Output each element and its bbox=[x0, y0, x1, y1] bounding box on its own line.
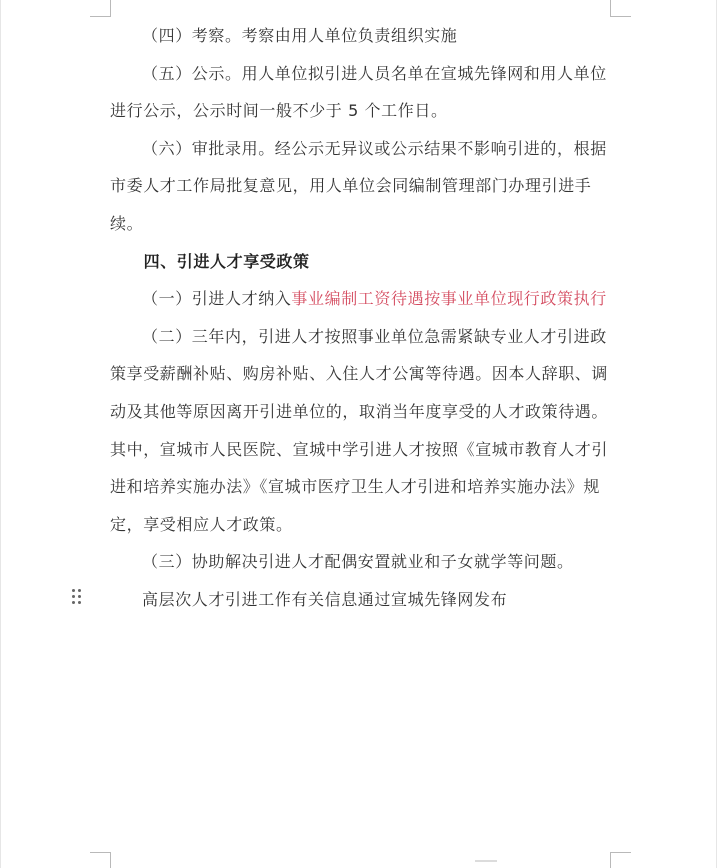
drag-handle-icon[interactable] bbox=[72, 589, 82, 605]
section-heading-policy[interactable]: 四、引进人才享受政策 bbox=[143, 251, 310, 271]
policy-1-highlight: 事业编制工资待遇按事业单位现行政策执行 bbox=[291, 289, 607, 309]
document-body[interactable] bbox=[110, 17, 614, 619]
paragraph-policy-2[interactable]: （二）三年内，引进人才按照事业单位急需紧缺专业人才引进政策享受薪酬补贴、购房补贴、入住人才公寓等待遇。因本人辞职、调动及其他等原因离开引进单位的，取消当年度享受的人才政策待遇。其中，宣城市人民医院、宣城中学引进人才按照《宣城市教育人才引进和培养实施办法》《宣城市医疗卫生人才引进和培养实施办法》规定，享受相应人才政策。 bbox=[110, 326, 609, 534]
policy-1-prefix: （一）引进人才纳入 bbox=[142, 289, 292, 309]
page-bottom-marker bbox=[475, 860, 497, 862]
margin-mark-bottom-left bbox=[90, 852, 111, 868]
paragraph-policy-3[interactable]: （三）协助解决引进人才配偶安置就业和子女就学等问题。 bbox=[142, 552, 574, 572]
paragraph-info-release[interactable]: 高层次人才引进工作有关信息通过宣城先锋网发布 bbox=[142, 589, 508, 609]
paragraph-inspection[interactable]: （四）考察。考察由用人单位负责组织实施 bbox=[142, 26, 458, 45]
margin-mark-top-right bbox=[610, 0, 631, 17]
margin-mark-top-left bbox=[90, 0, 111, 17]
margin-mark-bottom-right bbox=[610, 852, 631, 868]
paragraph-policy-1[interactable] bbox=[110, 280, 614, 318]
paragraph-approval[interactable]: （六）审批录用。经公示无异议或公示结果不影响引进的，根据市委人才工作局批复意见，用人单位会同编制管理部门办理引进手续。 bbox=[110, 138, 607, 233]
paragraph-publicity[interactable]: （五）公示。用人单位拟引进人员名单在宣城先锋网和用人单位进行公示，公示时间一般不少于 5 个工作日。 bbox=[110, 63, 607, 121]
